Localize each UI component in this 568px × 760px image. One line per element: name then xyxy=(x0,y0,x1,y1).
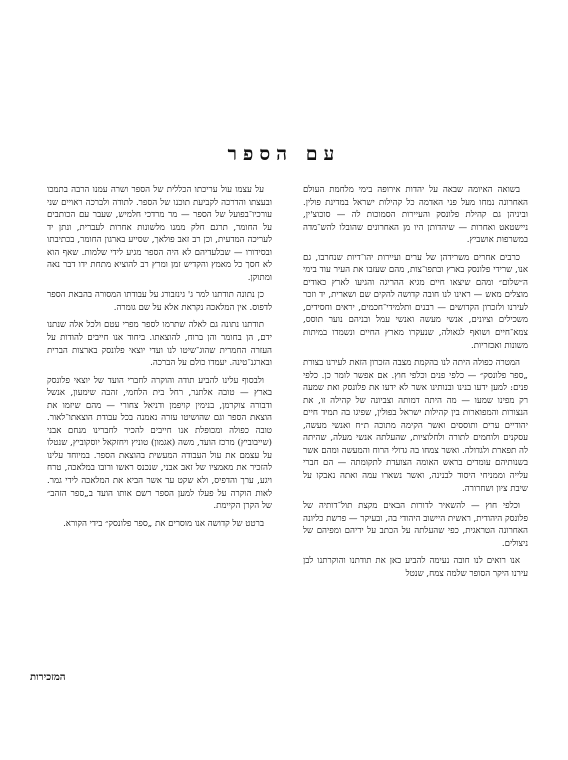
paragraph: המטרה כפולה היתה לנו בהקמת מצבה הזכרון הזאת לעירנו בצורת „ספר פלונסק״ — כלפי פנים וכלפי חוץ. אם אפשר לומר כן. כלפי פנים: למען ידעו בנינו ובנותינו אשר לא ידעו את פלונסק ואת שמעה רק מפינו שמעו — מה היתה דמותה וצביונה של קהילה זו, את הנצורות והמפוארות בין קהילות ישראל בפולין, שפיגו בה תמיד חיים יהודיים ערים ותוססים ואשר הקימה מתוכה ת״ח ואנשי מעשה, עסקנים ולוחמים לתורה ולחלוציות, שהעלתה אנשי מעלה, שהיתה לה תפארת ולגדולה. ואשר צמחו בה גדולי הרוח והמעשה ומהם אשר בשנותיהם עומדים בראש האומה הצועדת לתקומתה — הם חברי עלייה וממניחי היסוד לבנינה, ואשר נשארו עמה ואתה נאבקו על שיבת ציון ושחרורה. xyxy=(303,358,528,494)
text-column-left xyxy=(47,184,272,535)
paragraph: ברטט של קדושה אנו מוסרים את „ספר פלונסק״ בידי הקורא. xyxy=(63,518,264,529)
page-title: עם הספר xyxy=(227,143,341,165)
paragraph: תודתנו נתונה גם לאלה שתרמו לספר מפרי עטם ולכל אלה שנתנו ידם, הן בחומר והן ברוח, להוצאתו. ביחוד אנו חייבים להודות על העזרה החמרית שהוג־שיטו לנו ועדי יוצאי פלונסק בארצות הברית ובארגנ־טינה. יעמדו כולם על הברכה. xyxy=(47,320,272,369)
paragraph: וכלפי חוץ — להשאיר לדורות הבאים מקצת תול־דותיה של פלונסק היהודית, ראשית היישוב היהודי בה, ובעיקר — פרשת כליונה האחרונה הטראגית, כפי שהעלתה על הכתב על ידיהם ומפיהם של ניצולים. xyxy=(303,501,528,549)
signature: המזכירות xyxy=(30,672,66,683)
paragraph: אנו רואים לנו חובה נעימה להביע כאן את תודתנו והוקרתנו לבן עירנו היקר הסופר שלמה צמח, שנטל xyxy=(303,556,528,579)
paragraph: על עצמו עול עריכתו הכללית של הספר ושרה עמנו הרבה בתמכו ובעצתו והדרכה לקביעת תוכנו של הספר. לתודה ולברכה ראויים שני עורכיו־בפועל של הספר — מר מרדכי חלמיש, שעבר עם הכותבים על החומר, תרגם חלק ממנו מלשונות אחרות לעברית, ונתן יד לעריכה המדעית, וכן רב זאב פולאך, שסייע בארגון החומר, בכתיבתו ובסידורו — שבלעדיהם לא היה הספר מגיע לידי שלמות. שאף הוא לא חסך כל מאמץ והקדיש זמן ומרץ רב להוציא מתחת ידו דבר נאה ומתוקן. xyxy=(47,185,272,283)
paragraph: בשואה האיומה שבאה על יהדות אירופה בימי מלחמת העולם האחרונה נמחו מעל פני האדמה כל קהילות ישראל במדינת פולין. וביניהן גם קהילת פלונסק והעיירות הסמוכות לה — סוכוצ'ין, ניישטאט ואחרות — שיהדותן היו מן האחרונים שהובלו להש־מדה במשרפות אושביץ. xyxy=(303,185,528,246)
paragraph: כרבים אחרים משרידהן של ערים ועיירות יהו־דיות שנחרבו, גם אנו, שרידי פלונסק בארץ ובתפו־צות, מהם שעזבו את העיר עוד בימי ה״שלום״ ומהם שיצאו חיים מגיא ההריגה והגיעו לארץ כאודים מוצלים מאש — ראינו לנו חובה קדושה להקים שם ושארית, יד וזכר לעירנו ולזכרון הקדושים — רבנים ותלמידי־חכמים, יראים וחסידים, משכילים וציונים, אנשי מעשה ואנשי עמל ובניהם נוער תוסס, צמא־חיים ושואף לגאולה, שנעקרו מארץ החיים ונשמדו במיתות משונות ואכזריות. xyxy=(303,252,528,351)
paragraph: כן נתונה תודתנו למר ג' גינזבורג על עבודתו המסורה בהבאת הספר לדפוס. אין המלאכה נקראת אלא על שם גומרה. xyxy=(47,290,272,313)
paragraph: ולבסוף עלינו להביע תודה והוקרה לחברי הועד של יוצאי פלונסק בארץ — טובה אלתנר, רחל בית הלחמי, זהבה שימעון, אנשל ודבורה צוקרמן, בנימין קויפמן ודניאל צחורי — מהם שיזמו את הוצאת הספר וגם שהושיטו עזרה נאמנה בכל עבודת הוצאתו־לאור. טובה כפולה ומכופלת אנו חייבים להכיר לחברינו מנחם אבני (שייבוביץ) מרכז הועד, משה (אגמון) טוניץ ויחזקאל יוסקוביץ, שנטלו על עצמם את עול העבודה המעשית בהוצאת הספר. במיוחד עלינו להזכיר את מאמציו של זאב אבני, שנכנס ראשו ורובו במלאכה, טרח ויגע, ערך והדפיס, ולא שקט עד אשר הביא את המלאכה לידי גמר. לאות הוקרה על פעלו למען הספר רשם אותו הועד ב„ספר הזהב״ של הקרן הקיימת. xyxy=(47,375,272,512)
text-column-right xyxy=(303,184,528,585)
